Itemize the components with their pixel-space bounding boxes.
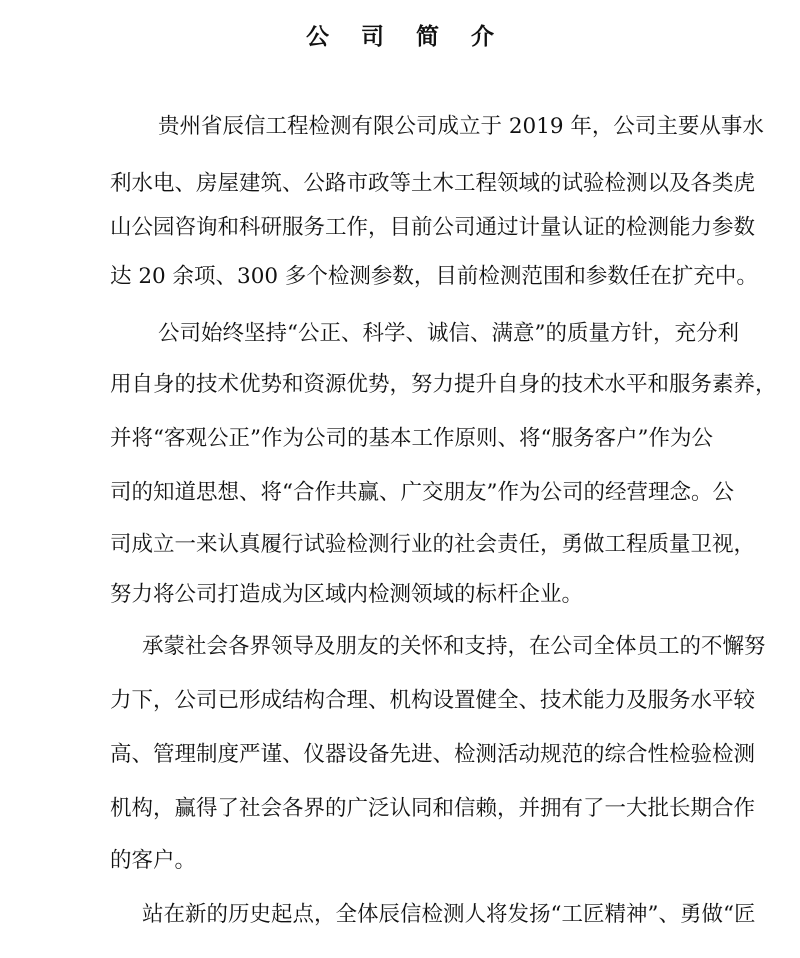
paragraph-line: 贵州省辰信工程检测有限公司成立于 2019 年，公司主要从事水 bbox=[158, 114, 764, 139]
paragraph-line: 公司始终坚持“公正、科学、诚信、满意”的质量方针，充分利 bbox=[158, 321, 739, 346]
paragraph-line: 司成立一来认真履行试验检测行业的社会责任，勇做工程质量卫视， bbox=[110, 532, 756, 557]
paragraph-line: 山公园咨询和科研服务工作，目前公司通过计量认证的检测能力参数 bbox=[110, 215, 756, 240]
paragraph-line: 并将“客观公正”作为公司的基本工作原则、将“服务客户”作为公 bbox=[110, 426, 713, 451]
paragraph-line: 努力将公司打造成为区域内检测领域的标杆企业。 bbox=[110, 582, 584, 607]
paragraph-line: 的客户。 bbox=[110, 848, 197, 873]
paragraph-line: 高、管理制度严谨、仪器设备先进、检测活动规范的综合性检验检测 bbox=[110, 742, 756, 767]
paragraph-line: 站在新的历史起点，全体辰信检测人将发扬“工匠精神”、勇做“匠 bbox=[142, 902, 756, 927]
paragraph-line: 司的知道思想、将“合作共赢、广交朋友”作为公司的经营理念。公 bbox=[110, 480, 734, 505]
paragraph-line: 达 20 余项、300 多个检测参数，目前检测范围和参数任在扩充中。 bbox=[110, 264, 758, 289]
paragraph-line: 力下，公司已形成结构合理、机构设置健全、技术能力及服务水平较 bbox=[110, 688, 756, 713]
paragraph-line: 用自身的技术优势和资源优势，努力提升自身的技术水平和服务素养， bbox=[110, 372, 777, 397]
paragraph-line: 机构，赢得了社会各界的广泛认同和信赖，并拥有了一大批长期合作 bbox=[110, 796, 756, 821]
paragraph-line: 承蒙社会各界领导及朋友的关怀和支持，在公司全体员工的不懈努 bbox=[142, 634, 766, 659]
page-title: 公 司 简 介 bbox=[305, 23, 507, 50]
paragraph-line: 利水电、房屋建筑、公路市政等土木工程领域的试验检测以及各类虎 bbox=[110, 171, 756, 196]
